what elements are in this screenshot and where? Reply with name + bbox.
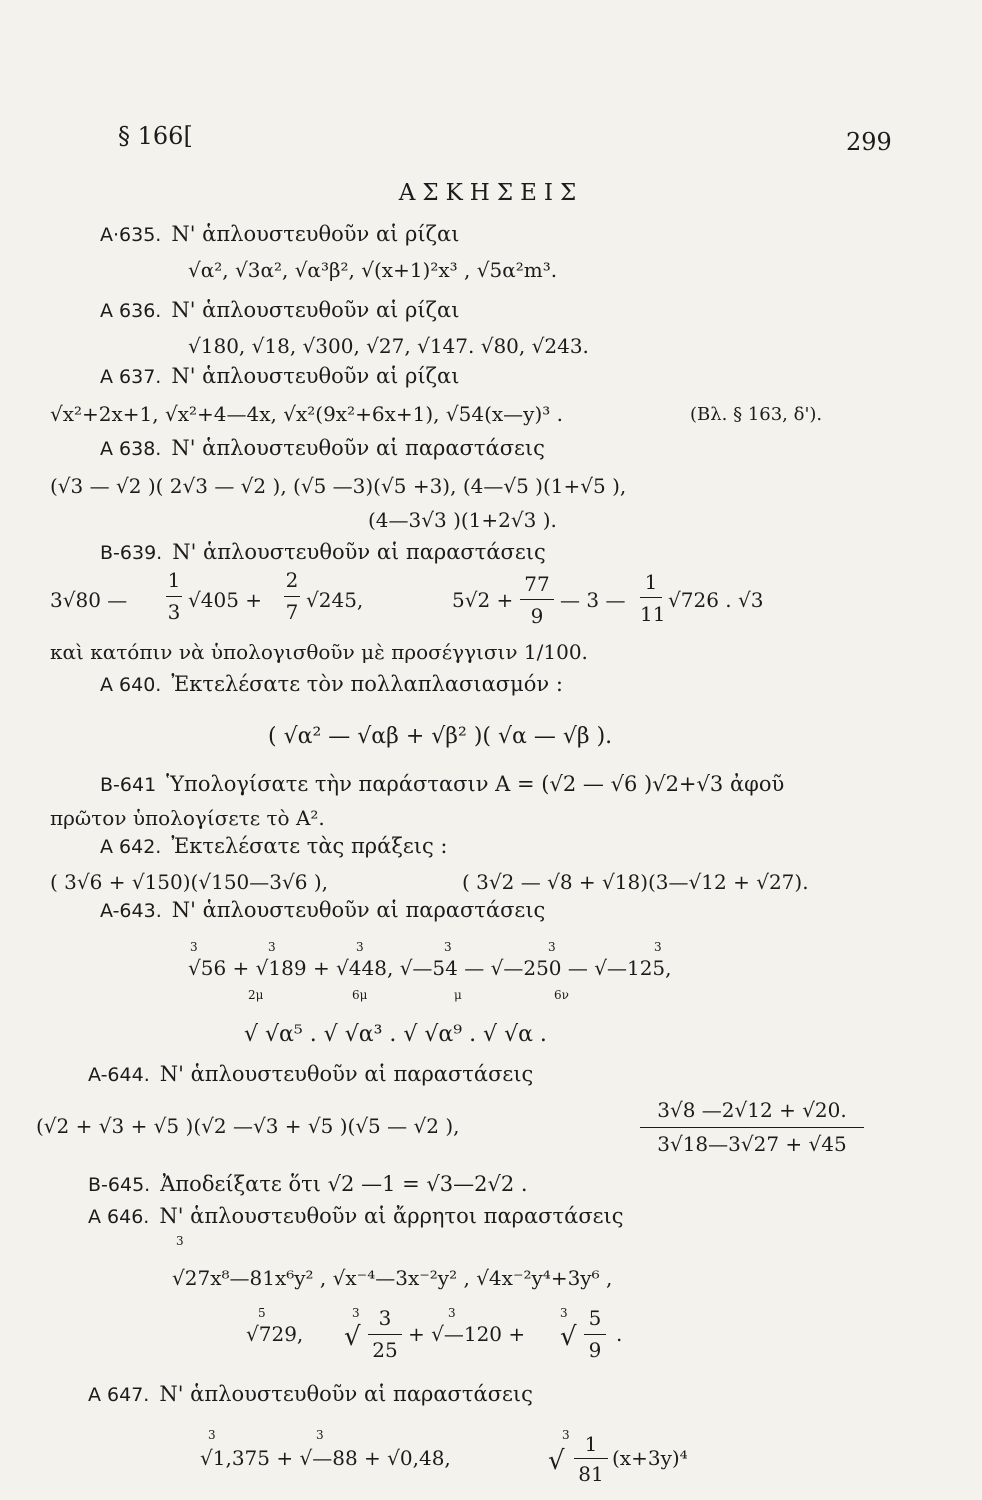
fraction-bar <box>368 1334 402 1335</box>
math-line: (√2 + √3 + √5 )(√2 —√3 + √5 )(√5 — √2 ), <box>36 1114 460 1138</box>
root-index: 3 <box>448 1306 456 1320</box>
exercise-number: A-644. <box>88 1064 150 1086</box>
math-line: ( 3√6 + √150)(√150—3√6 ), <box>50 870 328 894</box>
exercise-number: A-643. <box>100 900 162 922</box>
fraction-denominator: 9 <box>530 604 544 628</box>
exercise-text: Ν' ἁπλουστευθοῦν αἱ παραστάσεις <box>159 1062 534 1086</box>
math-line: √x²+2x+1, √x²+4—4x, √x²(9x²+6x+1), √54(x—y)³ . <box>50 402 563 426</box>
math-term: (x+3y)⁴ <box>612 1446 688 1470</box>
exercise-text: Ἐκτελέσατε τὰς πράξεις : <box>171 834 448 858</box>
math-term: √405 + <box>188 588 263 612</box>
page-number: 299 <box>846 128 892 156</box>
exercise-text: Ν' ἁπλουστευθοῦν αἱ παραστάσεις <box>172 540 546 564</box>
fraction-denominator: 7 <box>285 600 299 624</box>
exercise-text: Ν' ἁπλουστευθοῦν αἱ ρίζαι <box>171 298 460 322</box>
exercise-heading <box>100 540 546 564</box>
math-line: √56 + √189 + √448, √—54 — √—250 — √—125, <box>188 956 672 980</box>
fraction-bar <box>284 596 300 597</box>
root-index: 3 <box>176 1234 184 1248</box>
math-term: √245, <box>306 588 364 612</box>
fraction-bar <box>640 597 662 598</box>
math-line: (4—3√3 )(1+2√3 ). <box>368 508 557 532</box>
radical-sign: √ <box>344 1322 361 1352</box>
exercise-heading <box>100 772 784 796</box>
math-term: + √—120 + <box>408 1322 526 1346</box>
fraction-numerator: 2 <box>285 568 299 592</box>
exercise-text: Ν' ἁπλουστευθοῦν αἱ ρίζαι <box>171 364 460 388</box>
root-index: 3 <box>316 1428 324 1442</box>
fraction-bar <box>574 1458 608 1459</box>
exercise-heading <box>100 364 459 388</box>
exercise-text: Ν' ἁπλουστευθοῦν αἱ παραστάσεις <box>159 1382 533 1406</box>
exercise-text-continued: καὶ κατόπιν νὰ ὑπολογισθοῦν μὲ προσέγγισιν 1/100. <box>50 640 588 664</box>
root-index: 3 <box>562 1428 570 1442</box>
exercise-number: A 642. <box>100 836 162 858</box>
exercise-number: A·635. <box>100 224 162 246</box>
exercise-text: Ἐκτελέσατε τὸν πολλαπλασιασμόν : <box>171 672 563 696</box>
root-index: 3 <box>208 1428 216 1442</box>
exercise-heading <box>100 834 448 858</box>
exercise-number: A 640. <box>100 674 162 696</box>
math-term: — 3 — <box>560 588 626 612</box>
math-line: ( √α² — √αβ + √β² )( √α — √β ). <box>268 724 613 749</box>
root-index: 6ν <box>554 988 569 1002</box>
math-line: √ √α⁵ . √ √α³ . √ √α⁹ . √ √α . <box>244 1022 547 1047</box>
exercise-text: Ν' ἁπλουστευθοῦν αἱ ἄρρητοι παραστάσεις <box>159 1204 624 1228</box>
exercise-number: A 646. <box>88 1206 150 1228</box>
fraction-bar <box>584 1334 606 1335</box>
fraction-denominator: 9 <box>588 1338 602 1362</box>
exercise-heading <box>88 1062 533 1086</box>
exercise-heading <box>88 1382 533 1406</box>
exercise-heading <box>88 1172 528 1196</box>
exercise-heading <box>100 672 563 696</box>
fraction-denominator: 3√18—3√27 + √45 <box>657 1132 847 1156</box>
math-term: √1,375 + √—88 + √0,48, <box>200 1446 451 1470</box>
root-index: 3 <box>560 1306 568 1320</box>
root-index: 3 <box>268 940 276 954</box>
exercise-text: Ν' ἁπλουστευθοῦν αἱ παραστάσεις <box>171 436 545 460</box>
exercise-heading <box>100 436 545 460</box>
fraction-numerator: 3√8 —2√12 + √20. <box>657 1098 847 1122</box>
exercise-number: A 637. <box>100 366 162 388</box>
exercise-text-continued: πρῶτον ὑπολογίσετε τὸ Α². <box>50 806 325 830</box>
exercise-number: A 636. <box>100 300 162 322</box>
math-line: √27x⁸—81x⁶y² , √x⁻⁴—3x⁻²y² , √4x⁻²y⁴+3y⁶ , <box>172 1266 613 1290</box>
fraction-numerator: 1 <box>644 570 658 594</box>
fraction-denominator: 81 <box>578 1462 604 1486</box>
root-index: 3 <box>548 940 556 954</box>
fraction-bar <box>166 596 182 597</box>
math-term: √726 . √3 <box>668 588 764 612</box>
root-index: 3 <box>654 940 662 954</box>
punctuation: . <box>616 1322 623 1346</box>
fraction-denominator: 11 <box>640 602 666 626</box>
exercise-heading <box>100 298 459 322</box>
exercise-number: A 638. <box>100 438 162 460</box>
exercise-text: Ν' ἁπλουστευθοῦν αἱ ρίζαι <box>171 222 460 246</box>
fraction-numerator: 3 <box>378 1306 392 1330</box>
exercise-number: B-639. <box>100 542 163 564</box>
root-index: 6μ <box>352 988 368 1002</box>
root-index: 3 <box>444 940 452 954</box>
exercise-text: Ὑπολογίσατε τὴν παράστασιν Α = (√2 — √6 )√2+√3 ἀφοῦ <box>166 772 785 796</box>
math-line: √180, √18, √300, √27, √147. √80, √243. <box>188 334 589 358</box>
exercise-text: Ν' ἁπλουστευθοῦν αἱ παραστάσεις <box>171 898 546 922</box>
root-index: 3 <box>352 1306 360 1320</box>
exercise-heading <box>100 222 459 246</box>
fraction-numerator: 5 <box>588 1306 602 1330</box>
cross-reference: (Βλ. § 163, δ'). <box>690 404 823 425</box>
radical-sign: √ <box>560 1322 577 1352</box>
root-index: μ <box>454 988 462 1002</box>
math-line: ( 3√2 — √8 + √18)(3—√12 + √27). <box>462 870 809 894</box>
fraction-numerator: 1 <box>167 568 181 592</box>
root-index: 3 <box>356 940 364 954</box>
fraction-denominator: 3 <box>167 600 181 624</box>
exercise-number: B-641 <box>100 774 157 796</box>
math-line: √α², √3α², √α³β², √(x+1)²x³ , √5α²m³. <box>188 258 558 282</box>
exercise-heading <box>100 898 545 922</box>
math-term: √729, <box>246 1322 304 1346</box>
fraction-bar <box>640 1127 864 1128</box>
root-index: 5 <box>258 1306 266 1320</box>
root-index: 2μ <box>248 988 264 1002</box>
radical-sign: √ <box>548 1446 565 1476</box>
math-term: 3√80 — <box>50 588 128 612</box>
fraction-numerator: 77 <box>524 572 550 596</box>
exercise-number: A 647. <box>88 1384 150 1406</box>
root-index: 3 <box>190 940 198 954</box>
fraction-bar <box>520 599 554 600</box>
exercise-heading <box>88 1204 624 1228</box>
exercise-number: B-645. <box>88 1174 151 1196</box>
fraction-denominator: 25 <box>372 1338 398 1362</box>
page-title: ΑΣΚΗΣΕΙΣ <box>398 180 584 206</box>
fraction-numerator: 1 <box>584 1432 598 1456</box>
section-reference: § 166[ <box>118 122 193 150</box>
math-line: (√3 — √2 )( 2√3 — √2 ), (√5 —3)(√5 +3), (4—√5 )(1+√5 ), <box>50 474 627 498</box>
exercise-text: Ἀποδείξατε ὅτι √2 —1 = √3—2√2 . <box>160 1172 528 1196</box>
math-term: 5√2 + <box>452 588 514 612</box>
